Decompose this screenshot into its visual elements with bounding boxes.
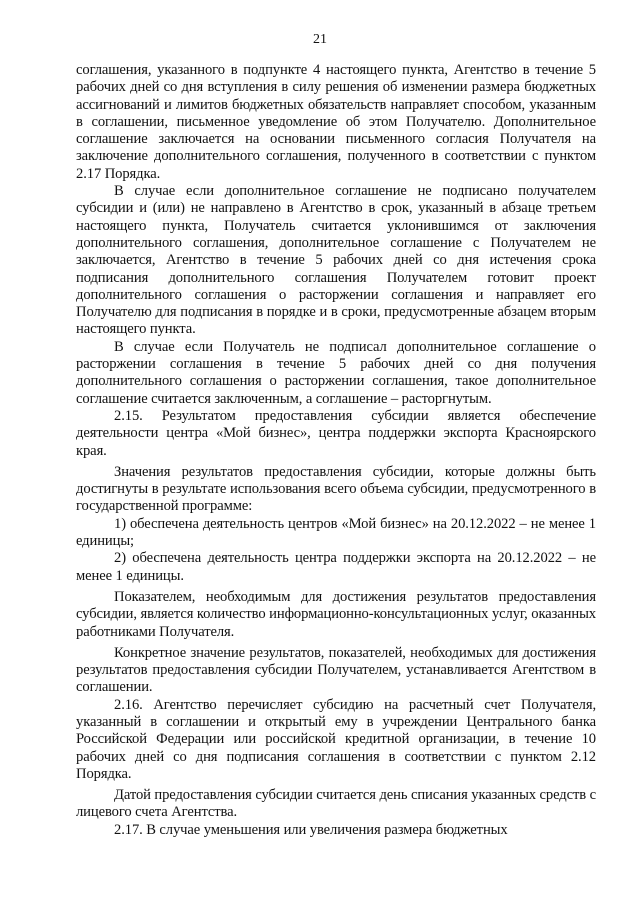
list-item-2: 2) обеспечена деятельность центра поддержки экспорта на 20.12.2022 – не менее 1 единицы. <box>76 550 596 584</box>
paragraph-continuation: соглашения, указанного в подпункте 4 настоящего пункта, Агентство в течение 5 рабочих дней со дня вступления в силу решения об изменении размера бюджетных ассигнований и лимитов бюджетных обязательств направляет способом, указанным в соглашении, письменное уведомление об этом Получателю. Дополнительное соглашение заключается на основании письменного согласия Получателя на заключение дополнительного соглашения, полученного в соответствии с пунктом 2.17 Порядка. <box>76 62 596 182</box>
paragraph-specific-value: Конкретное значение результатов, показателей, необходимых для достижения результатов предоставления субсидии Получателем, устанавливается Агентством в соглашении. <box>76 644 596 696</box>
paragraph-2-16: 2.16. Агентство перечисляет субсидию на расчетный счет Получателя, указанный в соглашении и открытый ему в учреждении Центрального банка Российской Федерации или российской кредитной организации, в течение 10 рабочих дней со дня подписания соглашения в соответствии с пунктом 2.12 Порядка. <box>76 696 596 782</box>
paragraph-2-15: 2.15. Результатом предоставления субсидии является обеспечение деятельности центра «Мой бизнес», центра поддержки экспорта Красноярского края. <box>76 407 596 459</box>
list-item-1: 1) обеспечена деятельность центров «Мой бизнес» на 20.12.2022 – не менее 1 единицы; <box>76 515 596 550</box>
paragraph-indicator: Показателем, необходимым для достижения результатов предоставления субсидии, является количество информационно-консультационных услуг, оказанных работниками Получателя. <box>76 588 596 640</box>
page-number: 21 <box>313 32 327 47</box>
paragraph-result-values: Значения результатов предоставления субсидии, которые должны быть достигнуты в результате использования всего объема субсидии, предусмотренного в государственной программе: <box>76 463 596 515</box>
paragraph-unsigned-agreement: В случае если дополнительное соглашение не подписано получателем субсидии и (или) не направлено в Агентство в срок, указанный в абзаце третьем настоящего пункта, Получатель считается уклонившимся от заключения дополнительного соглашения, дополнительное соглашение с Получателем не заключается, Агентство в течение 5 рабочих дней со дня истечения срока подписания дополнительного соглашения Получателем готовит проект дополнительного соглашения о расторжении соглашения и направляет его Получателю для подписания в порядке и в сроки, предусмотренные абзацем вторым настоящего пункта. <box>76 183 596 338</box>
paragraph-provision-date: Датой предоставления субсидии считается день списания указанных средств с лицевого счета Агентства. <box>76 787 596 821</box>
document-body <box>76 62 596 839</box>
paragraph-termination-agreement: В случае если Получатель не подписал дополнительное соглашение о расторжении соглашения в течение 5 рабочих дней со дня получения дополнительного соглашения о расторжении соглашения, такое дополнительное соглашение считается заключенным, а соглашение – расторгнутым. <box>76 338 596 407</box>
paragraph-2-17: 2.17. В случае уменьшения или увеличения размера бюджетных <box>114 821 508 838</box>
